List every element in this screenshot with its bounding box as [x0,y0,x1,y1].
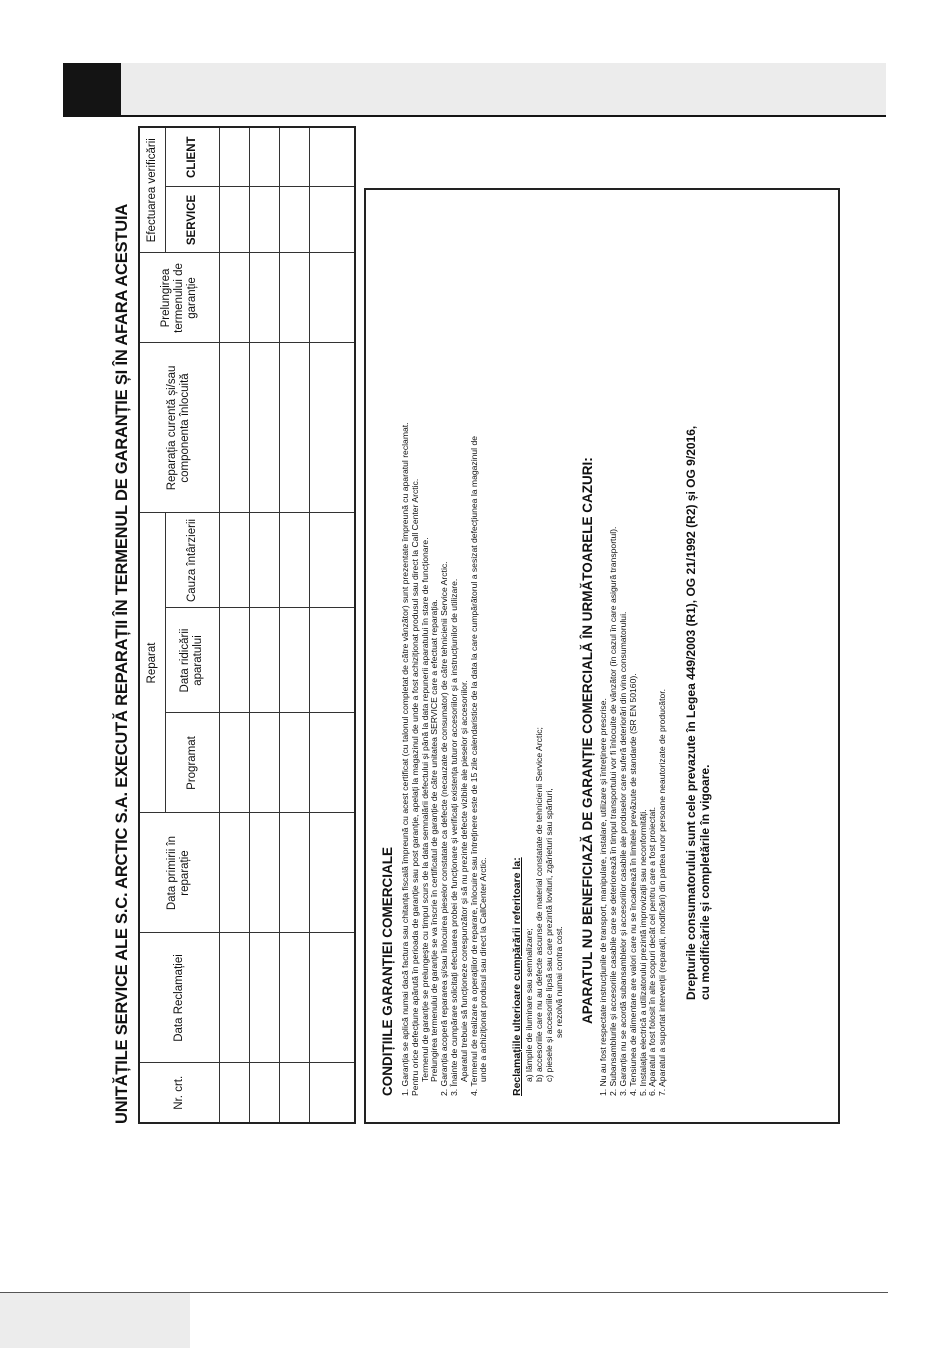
footer-page-tab [0,1293,190,1348]
page-title: UNITĂȚILE SERVICE ALE S.C. ARCTIC S.A. EXECUTĂ REPARAȚII ÎN TERMENUL DE GARANȚIE ȘI ÎN AFARA ACESTUIA [113,203,131,1124]
condition-line: 2. Garanția acoperă repararea și/sau înlocuirea pieselor constatate ca defecte (necauzate de consumator) de către tehnicienii Service Arctic. [439,561,450,1096]
group-verificari: Efectuarea verificării [139,127,165,253]
list-item: 1. Nu au fost respectate instrucțiunile de transport, manipulare, instalare, utilizare și întreținere prescrise. [598,698,609,1096]
col-data-reclamatiei: Data Reclamației [139,933,219,1063]
rotated-warranty-page [110,136,850,1124]
condition-line: Prelungirea termenului de garanție se va înscrie în certificatul de garanție de către unitatea SERVICE care a efectuat reparația. [429,599,440,1082]
list-item: c) piesele și accesoriile lipsă sau care prezintă lovituri, zgârieturi sau spărturi, [543,788,554,1082]
list-item: 2. Subansamblurile și accesoriile casabile care se deteriorează în timpul transportului vor fi înlocuite de vânzător (în cazul în care asigură transportul). [608,526,619,1096]
list-item: a) lămpile de iluminare sau semnalizare; [524,928,535,1082]
col-client: CLIENT [165,127,219,187]
table-row [310,127,355,1123]
reclamatii-note: se rezolvă numai contra cost. [553,926,564,1038]
condition-line: 3. Înainte de cumpărare solicitați efectuarea probei de funcționare și verificați existența tuturor accesoriilor și a instrucțiunilor de utilizare. [448,578,459,1096]
reclamatii-list [525,216,564,1096]
condition-line: Termenul de garanție se prelungește cu timpul scurs de la data semnalării defectului și până la data repunerii aparatului în stare de funcționare. [419,537,430,1082]
col-reparatia: Reparația curentă și/sau componenta înlocuită [139,343,219,513]
header-black-block [63,63,121,116]
consumer-rights-line: cu modificările și completările în vigoare. [697,764,712,1000]
col-nr-crt: Nr. crt. [139,1063,219,1123]
conditions-heading: CONDIȚIILE GARANȚIEI COMERCIALE [380,847,395,1096]
list-item: b) accesoriile care nu au defecte ascunse de material constatate de tehnicienii Service Arctic; [533,727,544,1082]
condition-line: Pentru orice defecțiune apărută în perioada de garanție sau post garanție, apelați la magazinul de unde a fost achiziționat produsul sau direct la Call Center Arctic. [409,478,420,1096]
list-item: 5. Instalația electrică a utilizatorului prezintă improvizații sau neconformități. [637,809,648,1096]
table-row [249,127,279,1123]
condition-line: unde a achiziționat produsul sau direct la CallCenter Arctic. [478,857,489,1082]
list-item: 6. Aparatul a fost folosit în alte scopuri decât cel pentru care a fost proiectat. [647,806,658,1096]
consumer-rights-note [684,216,712,1000]
col-data-primirii: Data primirii în reparație [139,813,219,933]
service-record-table [138,126,356,1124]
table-row [279,127,309,1123]
col-data-ridicarii: Data ridicării aparatului [165,608,219,713]
exceptions-heading: APARATUL NU BENEFICIAZĂ DE GARANȚIE COMERCIALĂ ÎN URMĂTOARELE CAZURI: [580,457,596,1024]
exceptions-list [599,216,668,1096]
consumer-rights-line: Drepturile consumatorului sunt cele prevazute în Legea 449/2003 (R1), OG 21/1992 (R2) și OG 9/2016, [683,425,698,1000]
header-underline [63,115,886,117]
list-item: 7. Aparatul a suportat intervenții (reparații, modificări) din partea unor persoane neautorizate de producător. [657,688,668,1096]
conditions-box [364,188,840,1124]
condition-line: 1. Garanția se aplică numai dacă factura sau chitanța fiscală împreună cu acest certificat (cu talonul completat de către vânzător) sunt prezentate împreună cu aparatul reclamat. [400,422,410,1096]
conditions-text [401,216,489,1096]
col-programat: Programat [165,713,219,813]
list-item: 4. Tensiunea de alimentare are valori care nu se încadrează în limitele prevăzute de standarde (SR EN 50160). [627,673,638,1096]
group-reparat: Reparat [139,513,165,813]
col-cauza: Cauza întârzierii [165,513,219,608]
condition-line: 4. Termenul de realizare a operațiilor de reparare, înlocuire sau întreținere este de 15 zile calendaristice de la data la care cumpărătorul a sesizat defecțiunea la magazinul de [468,435,479,1096]
list-item: 3. Garanția nu se acordă subansamblelor și accesoriilor casabile ale produselor care suferă deteriorări din vina consumatorului. [617,611,628,1096]
col-prelungirea: Prelungirea termenului de garanție [139,253,219,343]
reclamatii-heading: Reclamațiile ulterioare cumpărării referitoare la: [511,857,524,1096]
col-service: SERVICE [165,187,219,253]
header-bar [63,63,886,116]
condition-line: Aparatul trebuie să funcționeze corespunzător și să nu prezinte defecte vizibile ale pieselor și accesoriilor. [458,680,469,1082]
table-row [219,127,249,1123]
